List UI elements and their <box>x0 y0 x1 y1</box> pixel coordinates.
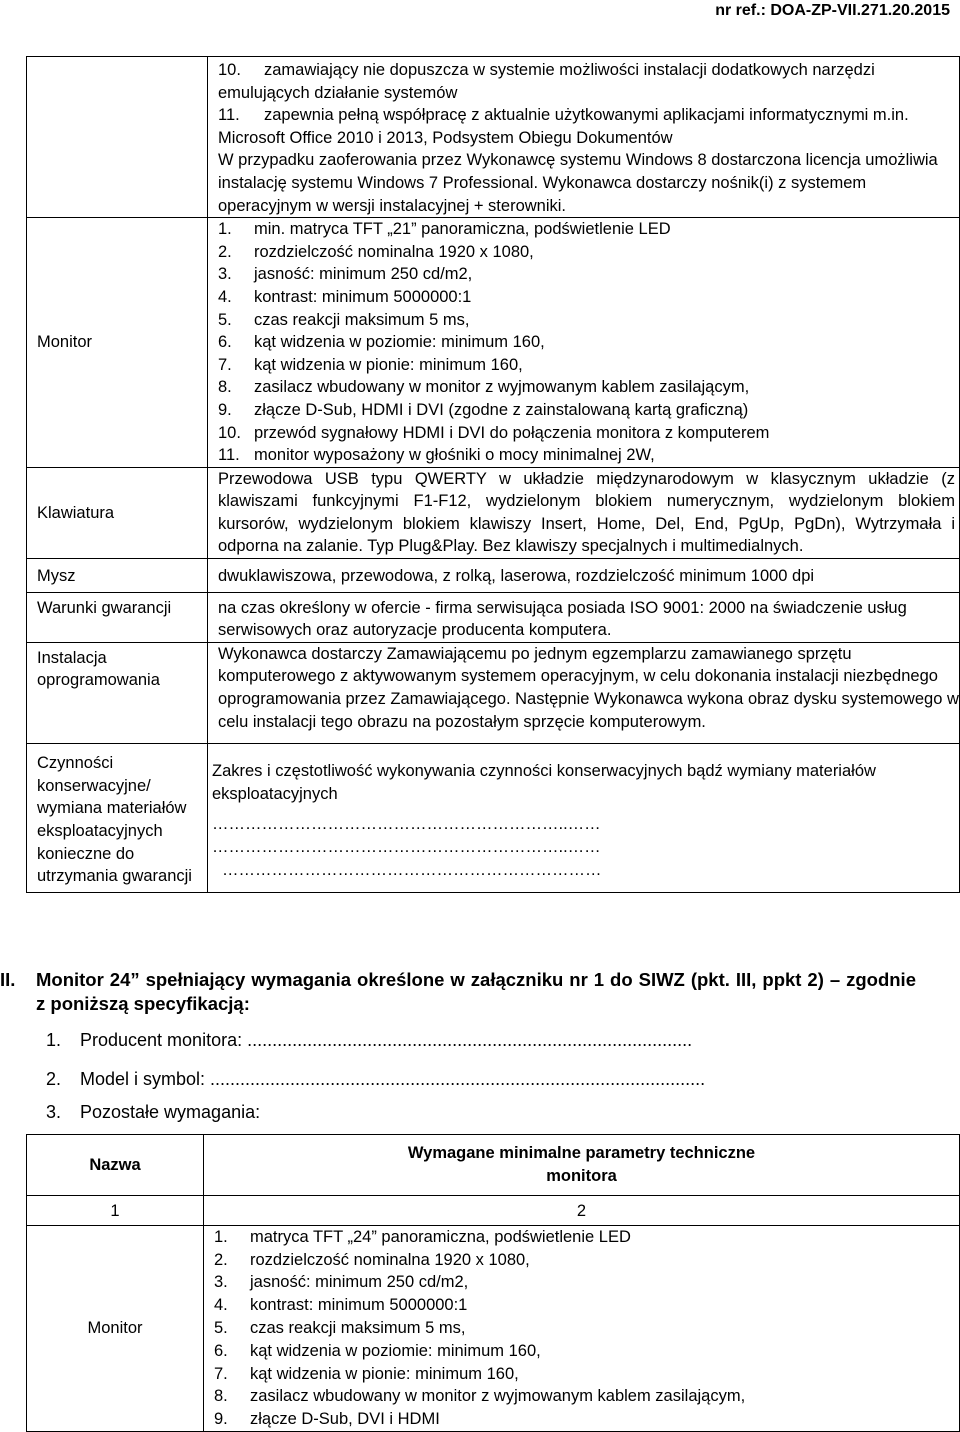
list-item <box>218 331 959 354</box>
item-number: 2. <box>46 1069 62 1089</box>
list-item <box>218 218 959 241</box>
table-header-row <box>27 1135 960 1196</box>
list-item <box>214 1294 959 1317</box>
column-number: 1 <box>27 1196 204 1226</box>
list-item <box>214 1408 959 1431</box>
item-text: zasilacz wbudowany w monitor z wyjmowanym kablem zasilającym, <box>250 1387 746 1406</box>
item-number: 2. <box>214 1250 228 1269</box>
list-item <box>218 309 959 332</box>
item-number: 11. <box>218 106 240 125</box>
list-item <box>214 1363 959 1386</box>
maintenance-fill-line: ………………………………………………………..…… <box>212 838 601 856</box>
item-text: rozdzielczość nominalna 1920 x 1080, <box>250 1250 530 1269</box>
monitor-spec-list <box>218 218 959 467</box>
item-text: kąt widzenia w poziomie: minimum 160, <box>254 333 545 352</box>
list-item <box>218 376 959 399</box>
item-text: zasilacz wbudowany w monitor z wyjmowanym kablem zasilającym, <box>254 378 750 397</box>
table-row <box>27 1225 960 1431</box>
table-row <box>27 559 960 593</box>
installation-label: Instalacja oprogramowania <box>27 642 208 743</box>
item-number: 9. <box>214 1410 228 1429</box>
item-number: 7. <box>218 355 232 374</box>
item-text: kąt widzenia w pionie: minimum 160, <box>254 355 523 374</box>
monitor-label: Monitor <box>27 1225 204 1431</box>
item-text: kąt widzenia w pionie: minimum 160, <box>250 1364 519 1383</box>
list-item <box>46 1069 705 1090</box>
item-text: złącze D-Sub, HDMI i DVI (zgodne z zainstalowaną kartą graficzną) <box>254 400 749 419</box>
table-row <box>27 744 960 893</box>
item-number: 1. <box>218 220 232 239</box>
keyboard-spec: Przewodowa USB typu QWERTY w układzie międzynarodowym w klasycznym układzie (z klawiszami funkcyjnymi F1-F12, wydzielonym blokiem numerycznym, wydzielonym blokiem kursorów, wydzielonym blokiem klawiszy Insert, Home, Del, End, PgUp, PgDn), Wytrzymała i odporna na zalanie. Typ Plug&Play. Bez klawiszy specjalnych i multimedialnych. <box>208 467 960 558</box>
os-license-paragraph: W przypadku zaoferowania przez Wykonawcę systemu Windows 8 dostarczona licencja umożliwia instalację systemu Windows 7 Professional. Wykonawca dostarczy nośnik(i) z systemem operacyjnym w wersji instalacyjnej + sterowniki. <box>218 151 938 215</box>
item-text: kontrast: minimum 5000000:1 <box>250 1296 468 1315</box>
item-number: 1. <box>214 1227 228 1246</box>
table-row <box>27 592 960 642</box>
item-text: kąt widzenia w poziomie: minimum 160, <box>250 1341 541 1360</box>
item-number: 5. <box>214 1318 228 1337</box>
item-text: zamawiający nie dopuszcza w systemie możliwości instalacji dodatkowych narzędzi emulujących działanie systemów <box>218 61 875 102</box>
column-number: 2 <box>204 1196 960 1226</box>
item-text: czas reakcji maksimum 5 ms, <box>254 310 470 329</box>
list-item <box>218 399 959 422</box>
item-number: 8. <box>214 1387 228 1406</box>
column-header-params: Wymagane minimalne parametry techniczne monitora <box>204 1135 960 1196</box>
section-number: II. <box>0 969 16 990</box>
warranty-label: Warunki gwarancji <box>27 592 208 642</box>
maintenance-spec: Zakres i częstotliwość wykonywania czynności konserwacyjnych bądź wymiany materiałów eksploatacyjnych <box>212 762 876 803</box>
spec-value-cell <box>208 57 960 218</box>
item-text: zapewnia pełną współpracę z aktualnie użytkowanymi aplikacjami informatycznymi m.in. Microsoft Office 2010 i 2013, Podsystem Obiegu Dokumentów <box>218 106 909 147</box>
item-number: 6. <box>214 1341 228 1360</box>
spec-table-monitor-24 <box>26 1134 960 1432</box>
list-item <box>214 1317 959 1340</box>
list-item <box>218 263 959 286</box>
item-text: monitor wyposażony w głośniki o mocy minimalnej 2W, <box>254 446 655 465</box>
item-text: jasność: minimum 250 cd/m2, <box>250 1273 469 1292</box>
item-text: kontrast: minimum 5000000:1 <box>254 287 472 306</box>
list-item <box>214 1385 959 1408</box>
list-item <box>218 422 959 445</box>
item-number: 9. <box>218 400 232 419</box>
monitor-spec-cell <box>208 218 960 468</box>
table-row <box>27 467 960 558</box>
item-number: 1. <box>46 1030 62 1050</box>
item-text: złącze D-Sub, DVI i HDMI <box>250 1410 440 1429</box>
maintenance-fill-line: ………………………………………………………..…… <box>212 815 601 834</box>
item-number: 10. <box>218 423 241 442</box>
list-item <box>218 354 959 377</box>
item-text: Pozostałe wymagania: <box>80 1102 261 1122</box>
item-text: przewód sygnałowy HDMI i DVI do połączenia monitora z komputerem <box>254 423 770 442</box>
item-number: 2. <box>218 242 232 261</box>
list-item <box>218 286 959 309</box>
installation-spec: Wykonawca dostarczy Zamawiającemu po jednym egzemplarzu zamawianego sprzętu komputerowego z aktywowanym systemem operacyjnym, w celu dokonania instalacji niezbędnego oprogramowania przez Zamawiającego. Następnie Wykonawca wykona obraz dysku systemowego w celu instalacji tego obrazu na pozostałym sprzęcie komputerowym. <box>208 642 960 743</box>
spec-label-cell <box>27 57 208 218</box>
document-reference: nr ref.: DOA-ZP-VII.271.20.2015 <box>715 2 950 19</box>
item-number: 3. <box>46 1102 62 1122</box>
item-text: Model i symbol: ................................................................................................... <box>80 1069 706 1089</box>
column-header-name: Nazwa <box>27 1135 204 1196</box>
item-text: jasność: minimum 250 cd/m2, <box>254 265 473 284</box>
list-item <box>214 1271 959 1294</box>
section-title: Monitor 24” spełniający wymagania określone w załączniku nr 1 do SIWZ (pkt. III, ppkt 2) – zgodnie z poniższą specyfikacją: <box>36 969 916 1014</box>
item-text: czas reakcji maksimum 5 ms, <box>250 1318 466 1337</box>
monitor-label: Monitor <box>27 218 208 468</box>
item-number: 8. <box>218 378 232 397</box>
table-row <box>27 57 960 218</box>
item-number: 6. <box>218 333 232 352</box>
list-item <box>46 1030 692 1051</box>
maintenance-label: Czynności konserwacyjne/ wymiana materiałów eksploatacyjnych konieczne do utrzymania gwarancji <box>27 744 208 893</box>
table-row <box>27 218 960 468</box>
item-text: matryca TFT „24” panoramiczna, podświetlenie LED <box>250 1227 631 1246</box>
monitor-spec-list <box>214 1226 959 1431</box>
mouse-label: Mysz <box>27 559 208 593</box>
maintenance-spec-cell <box>208 744 960 893</box>
list-item <box>214 1226 959 1249</box>
item-text: rozdzielczość nominalna 1920 x 1080, <box>254 242 534 261</box>
list-item <box>218 104 959 149</box>
item-number: 5. <box>218 310 232 329</box>
item-number: 11. <box>218 446 240 465</box>
item-number: 7. <box>214 1364 228 1383</box>
monitor-spec-cell <box>204 1225 960 1431</box>
list-item <box>46 1102 260 1123</box>
warranty-spec: na czas określony w ofercie - firma serwisująca posiada ISO 9001: 2000 na świadczenie usług serwisowych oraz autoryzacje producenta komputera. <box>208 592 960 642</box>
item-number: 10. <box>218 61 241 79</box>
list-item <box>218 444 959 467</box>
item-number: 4. <box>218 287 232 306</box>
item-number: 3. <box>218 265 232 284</box>
item-text: min. matryca TFT „21” panoramiczna, podświetlenie LED <box>254 220 671 239</box>
item-text: Producent monitora: ......................................................................................... <box>80 1030 693 1050</box>
table-row <box>27 642 960 743</box>
os-requirements-list <box>218 59 959 149</box>
mouse-spec: dwuklawiszowa, przewodowa, z rolką, laserowa, rozdzielczość minimum 1000 dpi <box>208 559 960 593</box>
list-item <box>218 241 959 264</box>
list-item <box>218 59 959 104</box>
item-number: 3. <box>214 1273 228 1292</box>
keyboard-label: Klawiatura <box>27 467 208 558</box>
list-item <box>214 1249 959 1272</box>
list-item <box>214 1340 959 1363</box>
maintenance-fill-line: …………………………………………………………… <box>222 860 602 879</box>
item-number: 4. <box>214 1296 228 1315</box>
table-row <box>27 1196 960 1226</box>
spec-table-computer <box>26 56 960 893</box>
